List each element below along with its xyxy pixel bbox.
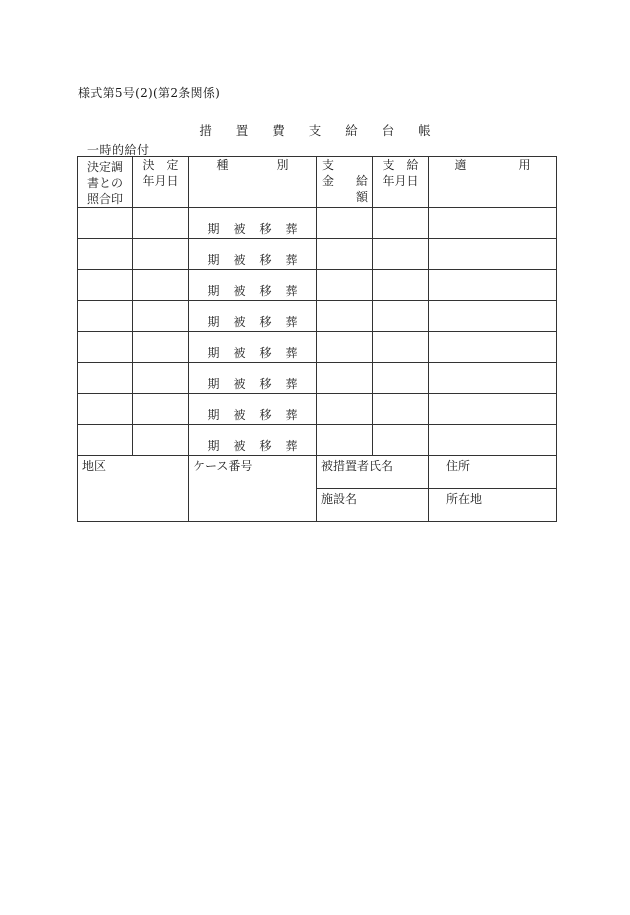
remarks-cell[interactable] — [429, 332, 557, 363]
kind-cell[interactable]: 期 被 移 葬 — [189, 425, 317, 456]
payment-date-cell[interactable] — [373, 208, 429, 239]
decision-date-cell[interactable] — [133, 394, 189, 425]
facility-location-field[interactable]: 所在地 — [429, 489, 557, 522]
amount-cell[interactable] — [317, 301, 373, 332]
remarks-cell[interactable] — [429, 363, 557, 394]
remarks-cell[interactable] — [429, 208, 557, 239]
document-title: 措 置 費 支 給 台 帳 — [199, 123, 441, 138]
kind-cell[interactable]: 期 被 移 葬 — [189, 270, 317, 301]
table-row — [78, 363, 557, 394]
table-row — [78, 208, 557, 239]
judgement-cell[interactable] — [78, 301, 133, 332]
header-row — [78, 157, 557, 208]
kind-cell[interactable]: 期 被 移 葬 — [189, 301, 317, 332]
amount-cell[interactable] — [317, 332, 373, 363]
judgement-cell[interactable] — [78, 425, 133, 456]
decision-date-cell[interactable] — [133, 363, 189, 394]
district-field[interactable]: 地区 — [78, 456, 189, 522]
judgement-cell[interactable] — [78, 394, 133, 425]
kind-cell[interactable]: 期 被 移 葬 — [189, 394, 317, 425]
payment-ledger-table — [77, 156, 557, 522]
remarks-cell[interactable] — [429, 239, 557, 270]
table-row — [78, 394, 557, 425]
table-row — [78, 425, 557, 456]
decision-date-cell[interactable] — [133, 332, 189, 363]
kind-cell[interactable]: 期 被 移 葬 — [189, 239, 317, 270]
remarks-cell[interactable] — [429, 301, 557, 332]
amount-cell[interactable] — [317, 363, 373, 394]
table-row — [78, 239, 557, 270]
decision-date-cell[interactable] — [133, 425, 189, 456]
table-row — [78, 270, 557, 301]
payment-date-cell[interactable] — [373, 270, 429, 301]
amount-cell[interactable] — [317, 208, 373, 239]
kind-cell[interactable]: 期 被 移 葬 — [189, 363, 317, 394]
header-judgement-seal: 決定調 書との 照合印 — [78, 157, 133, 208]
decision-date-cell[interactable] — [133, 208, 189, 239]
remarks-cell[interactable] — [429, 394, 557, 425]
facility-name-field[interactable]: 施設名 — [317, 489, 429, 522]
decision-date-cell[interactable] — [133, 239, 189, 270]
amount-cell[interactable] — [317, 425, 373, 456]
table-row — [78, 301, 557, 332]
address-field[interactable]: 住所 — [429, 456, 557, 489]
judgement-cell[interactable] — [78, 208, 133, 239]
decision-date-cell[interactable] — [133, 270, 189, 301]
amount-cell[interactable] — [317, 239, 373, 270]
kind-cell[interactable]: 期 被 移 葬 — [189, 208, 317, 239]
remarks-cell[interactable] — [429, 270, 557, 301]
header-payment-date: 支 給 年月日 — [373, 157, 429, 208]
case-number-field[interactable]: ケース番号 — [189, 456, 317, 522]
header-decision-date: 決 定 年月日 — [133, 157, 189, 208]
amount-cell[interactable] — [317, 270, 373, 301]
footer-row-1 — [78, 456, 557, 489]
form-number: 様式第5号(2)(第2条関係) — [78, 86, 221, 100]
payment-date-cell[interactable] — [373, 363, 429, 394]
payment-date-cell[interactable] — [373, 239, 429, 270]
judgement-cell[interactable] — [78, 239, 133, 270]
header-kind: 種 別 — [189, 157, 317, 208]
judgement-cell[interactable] — [78, 332, 133, 363]
remarks-cell[interactable] — [429, 425, 557, 456]
header-payment-amount: 支 給 金 額 — [317, 157, 373, 208]
header-remarks: 適 用 — [429, 157, 557, 208]
decision-date-cell[interactable] — [133, 301, 189, 332]
payment-date-cell[interactable] — [373, 425, 429, 456]
subtitle: 一時的給付 — [87, 143, 150, 157]
amount-cell[interactable] — [317, 394, 373, 425]
payment-date-cell[interactable] — [373, 301, 429, 332]
recipient-name-field[interactable]: 被措置者氏名 — [317, 456, 429, 489]
payment-date-cell[interactable] — [373, 394, 429, 425]
table-row — [78, 332, 557, 363]
judgement-cell[interactable] — [78, 363, 133, 394]
payment-date-cell[interactable] — [373, 332, 429, 363]
kind-cell[interactable]: 期 被 移 葬 — [189, 332, 317, 363]
judgement-cell[interactable] — [78, 270, 133, 301]
